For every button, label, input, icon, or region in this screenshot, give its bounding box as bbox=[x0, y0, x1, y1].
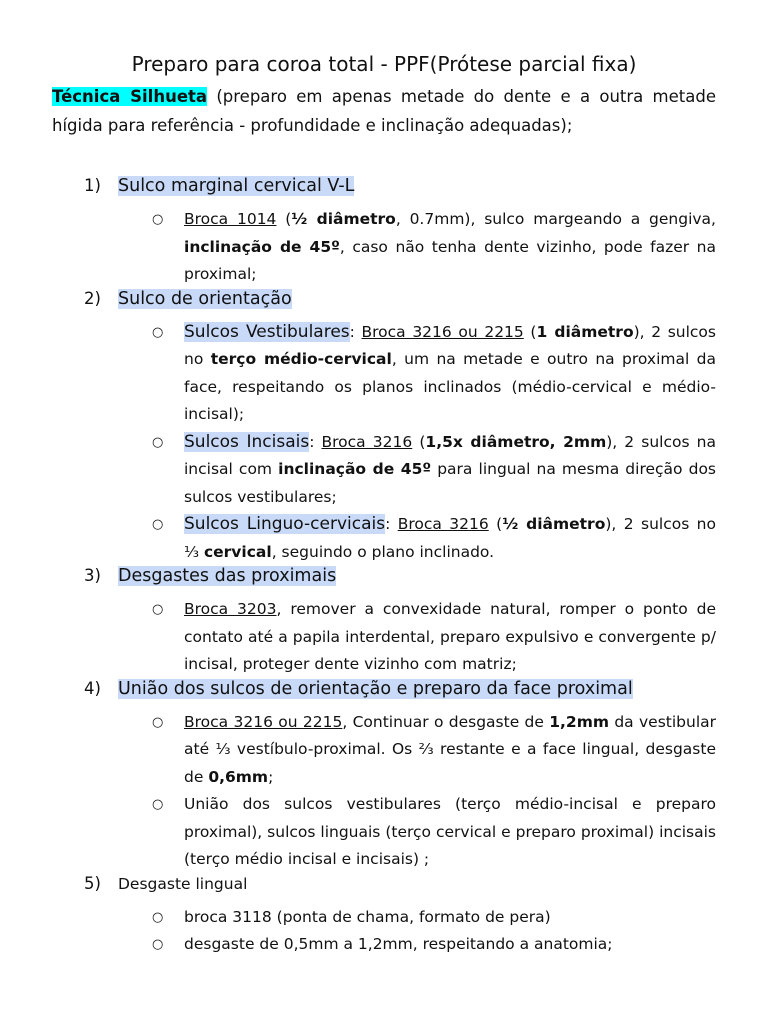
sub-list bbox=[52, 206, 716, 289]
intro-paragraph bbox=[52, 82, 716, 140]
bullet-circle-icon: ○ bbox=[152, 797, 164, 812]
bullet-circle-icon: ○ bbox=[152, 517, 164, 532]
step-3 bbox=[52, 566, 716, 679]
list-item bbox=[52, 931, 716, 959]
step-heading bbox=[52, 874, 716, 904]
intro-text: (preparo em apenas metade do dente e a outra metade hígida para referência - profundidade e inclinação adequadas); bbox=[52, 87, 716, 135]
step-1 bbox=[52, 176, 716, 289]
step-5 bbox=[52, 874, 716, 959]
list-item bbox=[52, 904, 716, 932]
list-item bbox=[52, 429, 716, 512]
step-title: Sulco de orientação bbox=[118, 288, 292, 309]
bullet-circle-icon: ○ bbox=[152, 324, 164, 340]
step-title: União dos sulcos de orientação e preparo da face proximal bbox=[118, 678, 633, 699]
step-number: 5) bbox=[84, 873, 101, 893]
bullet-circle-icon: ○ bbox=[152, 937, 164, 952]
list-item bbox=[52, 791, 716, 874]
step-4 bbox=[52, 679, 716, 874]
step-number: 1) bbox=[84, 176, 101, 195]
sub-list bbox=[52, 904, 716, 959]
list-item bbox=[52, 206, 716, 289]
sub-list bbox=[52, 709, 716, 874]
step-heading bbox=[52, 289, 716, 319]
list-item bbox=[52, 709, 716, 792]
list-item-text: broca 3118 (ponta de chama, formato de pera) bbox=[184, 907, 551, 926]
bullet-circle-icon: ○ bbox=[152, 602, 164, 617]
step-heading bbox=[52, 176, 716, 206]
sub-list bbox=[52, 596, 716, 679]
step-heading bbox=[52, 679, 716, 709]
steps-list bbox=[52, 176, 716, 959]
step-title: Desgaste lingual bbox=[118, 874, 248, 893]
list-item-text: Sulcos Vestibulares: Broca 3216 ou 2215 (1 diâmetro), 2 sulcos no terço médio-cervical, um na metade e outro na proximal da face, respeitando os planos inclinados (médio-cervical e médio-incisal); bbox=[184, 321, 717, 423]
bullet-circle-icon: ○ bbox=[152, 434, 164, 450]
list-item bbox=[52, 596, 716, 679]
list-item-text: Broca 1014 (½ diâmetro, 0.7mm), sulco margeando a gengiva, inclinação de 45º, caso não tenha dente vizinho, pode fazer na proximal; bbox=[184, 210, 716, 283]
technique-label: Técnica Silhueta bbox=[52, 87, 208, 106]
list-item-text: Sulcos Incisais: Broca 3216 (1,5x diâmetro, 2mm), 2 sulcos na incisal com inclinação de 45º para lingual na mesma direção dos sulcos vestibulares; bbox=[184, 431, 717, 506]
list-item bbox=[52, 511, 716, 566]
list-item-text: União dos sulcos vestibulares (terço médio-incisal e preparo proximal), sulcos linguais (terço cervical e preparo proximal) incisais (terço médio incisal e incisais) ; bbox=[184, 795, 716, 868]
bullet-circle-icon: ○ bbox=[152, 212, 164, 227]
step-heading bbox=[52, 566, 716, 596]
bullet-circle-icon: ○ bbox=[152, 909, 164, 925]
list-item-text: Broca 3203, remover a convexidade natural, romper o ponto de contato até a papila interdental, preparo expulsivo e convergente p/ incisal, proteger dente vizinho com matriz; bbox=[184, 600, 716, 673]
step-number: 2) bbox=[84, 288, 101, 308]
list-item-text: Broca 3216 ou 2215, Continuar o desgaste de 1,2mm da vestibular até ⅓ vestíbulo-proximal. Os ⅔ restante e a face lingual, desgaste de 0,6mm; bbox=[184, 712, 717, 786]
list-item-text: Sulcos Linguo-cervicais: Broca 3216 (½ diâmetro), 2 sulcos no ⅓ cervical, seguindo o plano inclinado. bbox=[184, 514, 716, 561]
sub-list bbox=[52, 319, 716, 567]
step-number: 4) bbox=[84, 678, 101, 698]
step-title: Sulco marginal cervical V-L bbox=[118, 176, 355, 196]
list-item-text: desgaste de 0,5mm a 1,2mm, respeitando a anatomia; bbox=[184, 935, 613, 953]
step-title: Desgastes das proximais bbox=[118, 566, 337, 586]
page-title: Preparo para coroa total - PPF(Prótese parcial fixa) bbox=[131, 52, 637, 76]
bullet-circle-icon: ○ bbox=[152, 714, 164, 730]
step-number: 3) bbox=[84, 566, 101, 585]
step-2 bbox=[52, 289, 716, 567]
list-item bbox=[52, 319, 716, 429]
